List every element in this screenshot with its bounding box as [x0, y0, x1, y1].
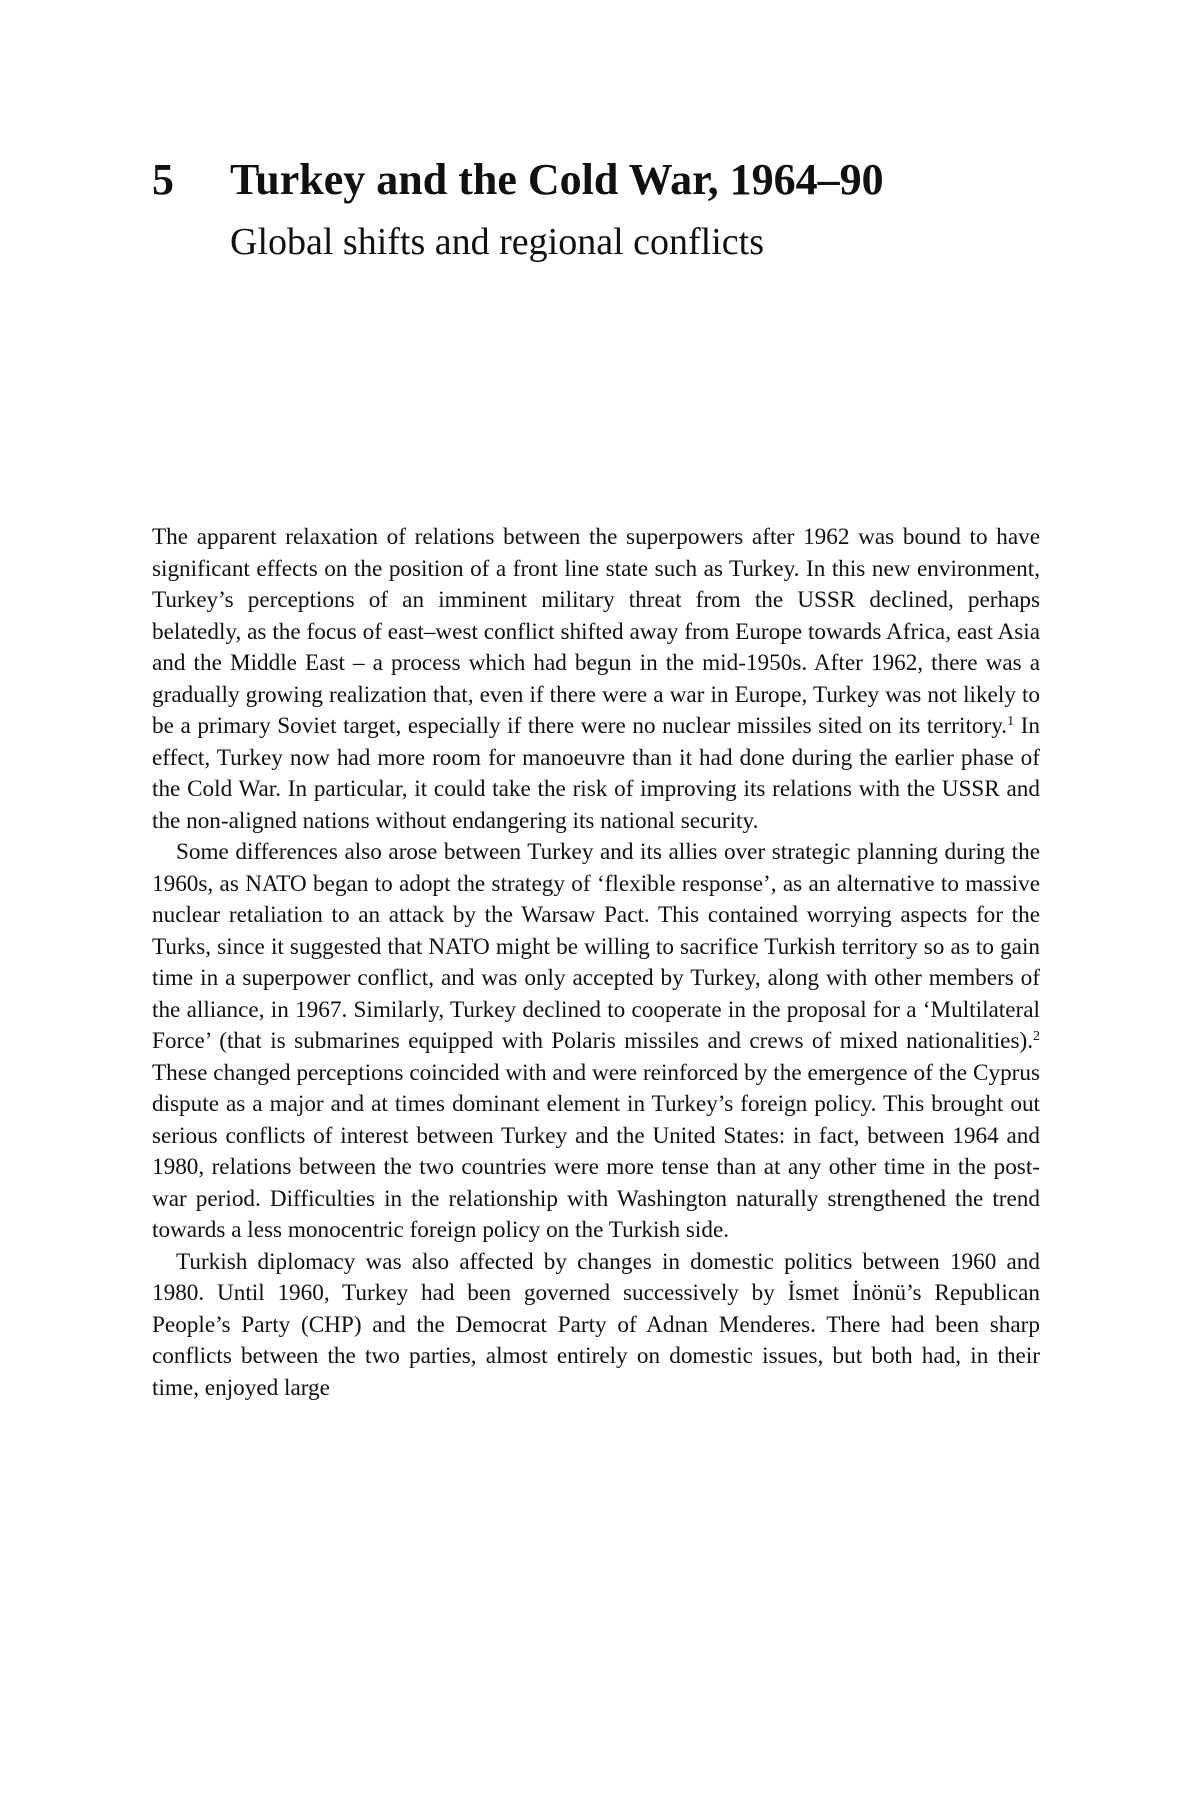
chapter-title: Turkey and the Cold War, 1964–90 [230, 155, 884, 204]
paragraph-2 [152, 837, 1040, 1247]
footnote-marker: 2 [1033, 1029, 1040, 1044]
paragraph-text: Some differences also arose between Turkey and its allies over strategic planning during the 1960s, as NATO began to adopt the strategy of ‘flexible response’, as an alternative to massive nuclear retaliation to an attack by the Warsaw Pact. This contained worrying aspects for the Turks, since it suggested that NATO might be willing to sacrifice Turkish territory so as to gain time in a superpower conflict, and was only accepted by Turkey, along with other members of the alliance, in 1967. Similarly, Turkey declined to cooperate in the proposal for a ‘Multilateral Force’ (that is submarines equipped with Polaris missiles and crews of mixed nationalities). [152, 839, 1040, 1054]
paragraph-text: These changed perceptions coincided with and were reinforced by the emergence of the Cyprus dispute as a major and at times dominant element in Turkey’s foreign policy. This brought out serious conflicts of interest between Turkey and the United States: in fact, between 1964 and 1980, relations between the two countries were more tense than at any other time in the post-war period. Difficulties in the relationship with Washington naturally strengthened the trend towards a less monocentric foreign policy on the Turkish side. [152, 1059, 1040, 1243]
paragraph-1 [152, 522, 1040, 837]
footnote-marker: 1 [1007, 714, 1015, 729]
chapter-number: 5 [152, 155, 174, 204]
paragraph-text: Turkish diplomacy was also affected by changes in domestic politics between 1960 and 1980. Until 1960, Turkey had been governed successively by İsmet İnönü’s Republican People’s Party (CHP) and the Democrat Party of Adnan Menderes. There had been sharp conflicts between the two parties, almost entirely on domestic issues, but both had, in their time, enjoyed large [152, 1248, 1040, 1401]
paragraph-3 [152, 1247, 1040, 1405]
paragraph-text: In effect, Turkey now had more room for manoeuvre than it had done during the earlier phase of the Cold War. In particular, it could take the risk of improving its relations with the USSR and the non-aligned nations without endangering its national security. [152, 713, 1040, 834]
paragraph-text: The apparent relaxation of relations between the superpowers after 1962 was bound to have significant effects on the position of a front line state such as Turkey. In this new environment, Turkey’s perceptions of an imminent military threat from the USSR declined, perhaps belatedly, as the focus of east–west conflict shifted away from Europe towards Africa, east Asia and the Middle East – a process which had begun in the mid-1950s. After 1962, there was a gradually growing realization that, even if there were a war in Europe, Turkey was not likely to be a primary Soviet target, especially if there were no nuclear missiles sited on its territory. [152, 524, 1040, 739]
body-text [152, 522, 1040, 1404]
chapter-subtitle: Global shifts and regional conflicts [230, 221, 764, 263]
